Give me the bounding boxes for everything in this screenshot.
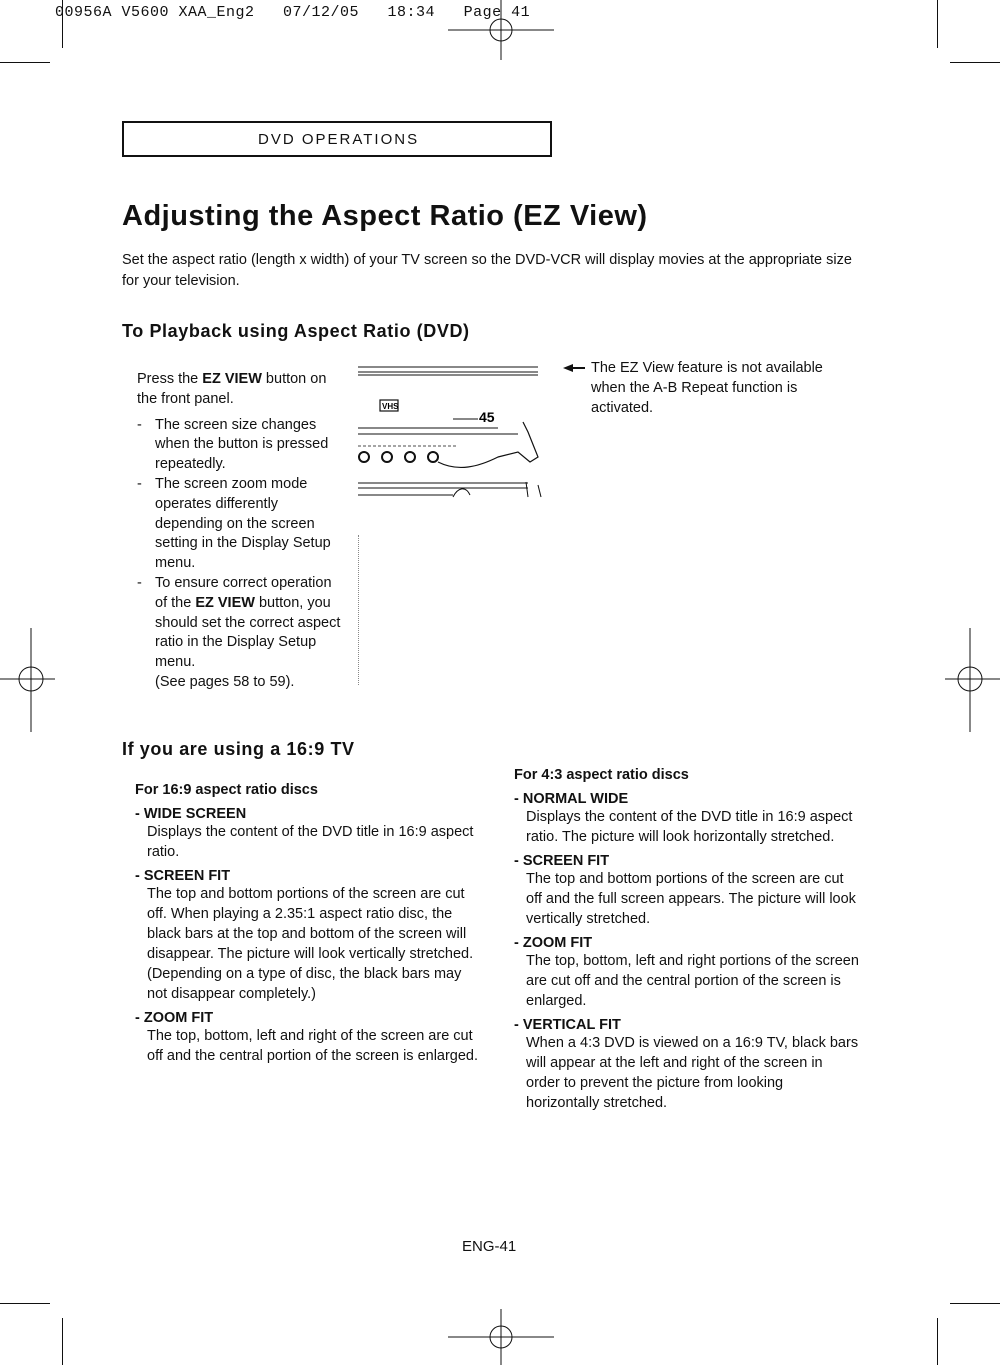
column-169-discs xyxy=(135,782,480,1066)
panel-button xyxy=(359,452,369,462)
bullet-item: - The screen zoom mode operates differently depending on the screen setting in the Display Setup menu. xyxy=(137,475,342,574)
illustration-divider xyxy=(358,535,362,685)
item-title: - SCREEN FIT xyxy=(135,868,231,884)
list-item xyxy=(514,853,859,929)
list-item xyxy=(135,806,480,862)
bullet-item: - The screen size changes when the button is pressed repeatedly. xyxy=(137,416,342,475)
vhs-logo: VHS xyxy=(382,402,399,411)
print-header-meta: 00956A V5600 XAA_Eng2 07/12/05 18:34 Page 41 xyxy=(55,4,531,21)
front-panel-illustration xyxy=(358,362,548,572)
press-instruction: Press the EZ VIEW button on the front panel. xyxy=(137,371,327,407)
item-text: The top and bottom portions of the screen are cut off. When playing a 2.35:1 aspect ratio disc, the black bars at the top and bottom of the screen will disappear. The picture will look vertically stretched. (Depending on a type of disc, the black bars may not disappear completely.) xyxy=(147,886,474,1002)
note-arrow-icon xyxy=(563,363,585,373)
panel-number: 45 xyxy=(479,409,495,425)
item-text: The top and bottom portions of the screen are cut off and the full screen appears. The picture will look vertically stretched. xyxy=(526,871,856,927)
item-text: The top, bottom, left and right portions of the screen are cut off and the central portion of the screen is enlarged. xyxy=(526,953,859,1009)
playback-bullets xyxy=(137,416,342,693)
bullet-item: - To ensure correct operation of the EZ VIEW button, you should set the correct aspect ratio in the Display Setup menu. (See pages 58 to 59). xyxy=(137,574,342,693)
intro-paragraph: Set the aspect ratio (length x width) of your TV screen so the DVD-VCR will display movies at the appropriate size for your television. xyxy=(122,252,852,289)
item-title: - NORMAL WIDE xyxy=(514,791,629,807)
panel-button xyxy=(382,452,392,462)
registration-mark-right xyxy=(945,628,1000,732)
item-text: The top, bottom, left and right of the screen are cut off and the central portion of the screen is enlarged. xyxy=(147,1028,479,1064)
list-item xyxy=(135,1010,480,1066)
list-item xyxy=(514,935,859,1011)
item-title: - VERTICAL FIT xyxy=(514,1017,621,1033)
ez-view-note: The EZ View feature is not available when the A-B Repeat function is activated. xyxy=(591,360,823,416)
item-text: Displays the content of the DVD title in 16:9 aspect ratio. The picture will look horizontally stretched. xyxy=(526,809,853,845)
panel-button xyxy=(405,452,415,462)
tv169-heading: If you are using a 16:9 TV xyxy=(122,739,355,759)
list-item xyxy=(135,868,480,1004)
item-text: When a 4:3 DVD is viewed on a 16:9 TV, black bars will appear at the left and right of the screen in order to prevent the picture from looking horizontally stretched. xyxy=(526,1035,859,1111)
section-label: DVD OPERATIONS xyxy=(258,131,420,148)
item-title: - ZOOM FIT xyxy=(135,1010,214,1026)
column-title: For 4:3 aspect ratio discs xyxy=(514,767,689,783)
list-item xyxy=(514,791,859,847)
playback-instructions xyxy=(137,370,342,693)
panel-button xyxy=(428,452,438,462)
playback-heading: To Playback using Aspect Ratio (DVD) xyxy=(122,321,470,341)
registration-mark-left xyxy=(0,628,55,732)
item-title: - ZOOM FIT xyxy=(514,935,593,951)
list-item xyxy=(514,1017,859,1113)
item-title: - WIDE SCREEN xyxy=(135,806,247,822)
registration-mark-bottom xyxy=(448,1305,554,1365)
item-text: Displays the content of the DVD title in 16:9 aspect ratio. xyxy=(147,824,474,860)
page-number: ENG-41 xyxy=(462,1238,517,1255)
column-title: For 16:9 aspect ratio discs xyxy=(135,782,318,798)
column-43-discs xyxy=(514,767,859,1113)
item-title: - SCREEN FIT xyxy=(514,853,610,869)
page-title: Adjusting the Aspect Ratio (EZ View) xyxy=(122,200,648,232)
